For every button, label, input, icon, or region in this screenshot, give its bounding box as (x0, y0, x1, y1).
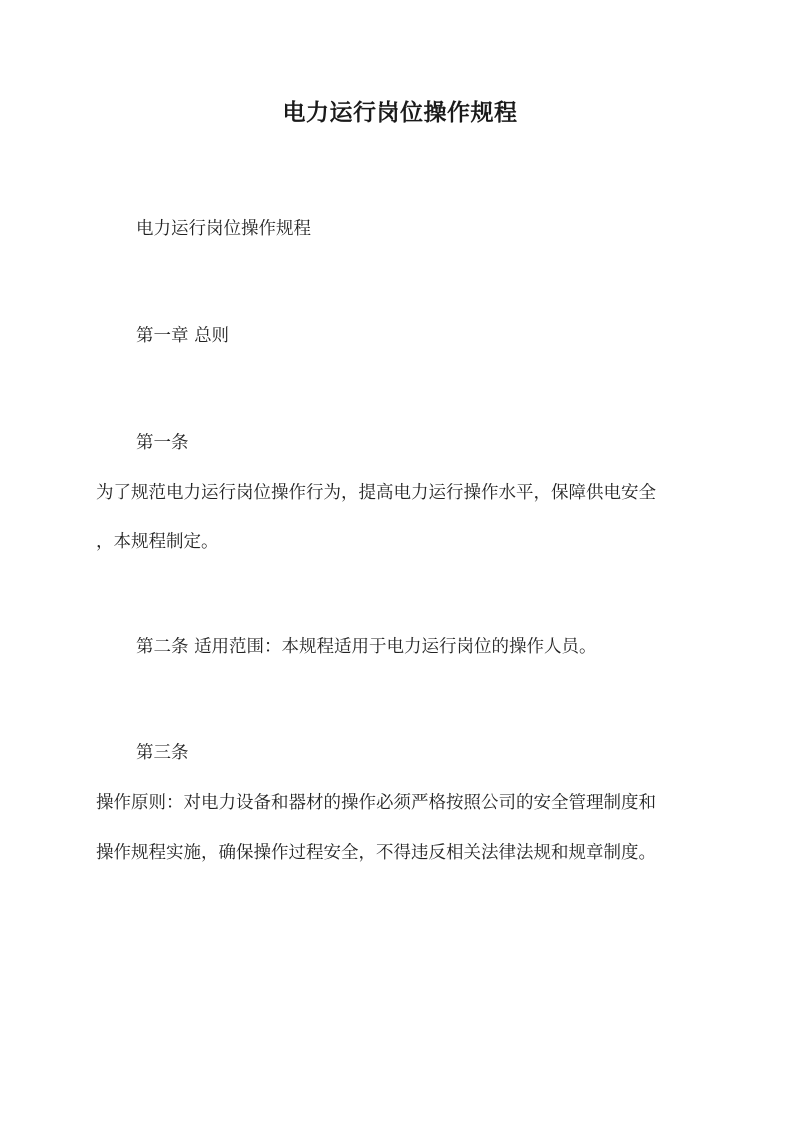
chapter-heading: 第一章 总则 (136, 326, 230, 346)
article-1-heading: 第一条 (136, 433, 189, 453)
subtitle-line: 电力运行岗位操作规程 (136, 219, 311, 239)
article-1-text-line-1: 为了规范电力运行岗位操作行为，提高电力运行操作水平，保障供电安全 (96, 483, 656, 503)
article-3-text-line-2: 操作规程实施，确保操作过程安全，不得违反相关法律法规和规章制度。 (96, 843, 656, 863)
article-3-text-line-1: 操作原则：对电力设备和器材的操作必须严格按照公司的安全管理制度和 (96, 793, 656, 813)
article-3-heading: 第三条 (136, 743, 189, 763)
document-title: 电力运行岗位操作规程 (282, 99, 518, 126)
article-2-text: 第二条 适用范围：本规程适用于电力运行岗位的操作人员。 (136, 637, 597, 657)
article-1-text-line-2: ，本规程制定。 (96, 532, 219, 552)
